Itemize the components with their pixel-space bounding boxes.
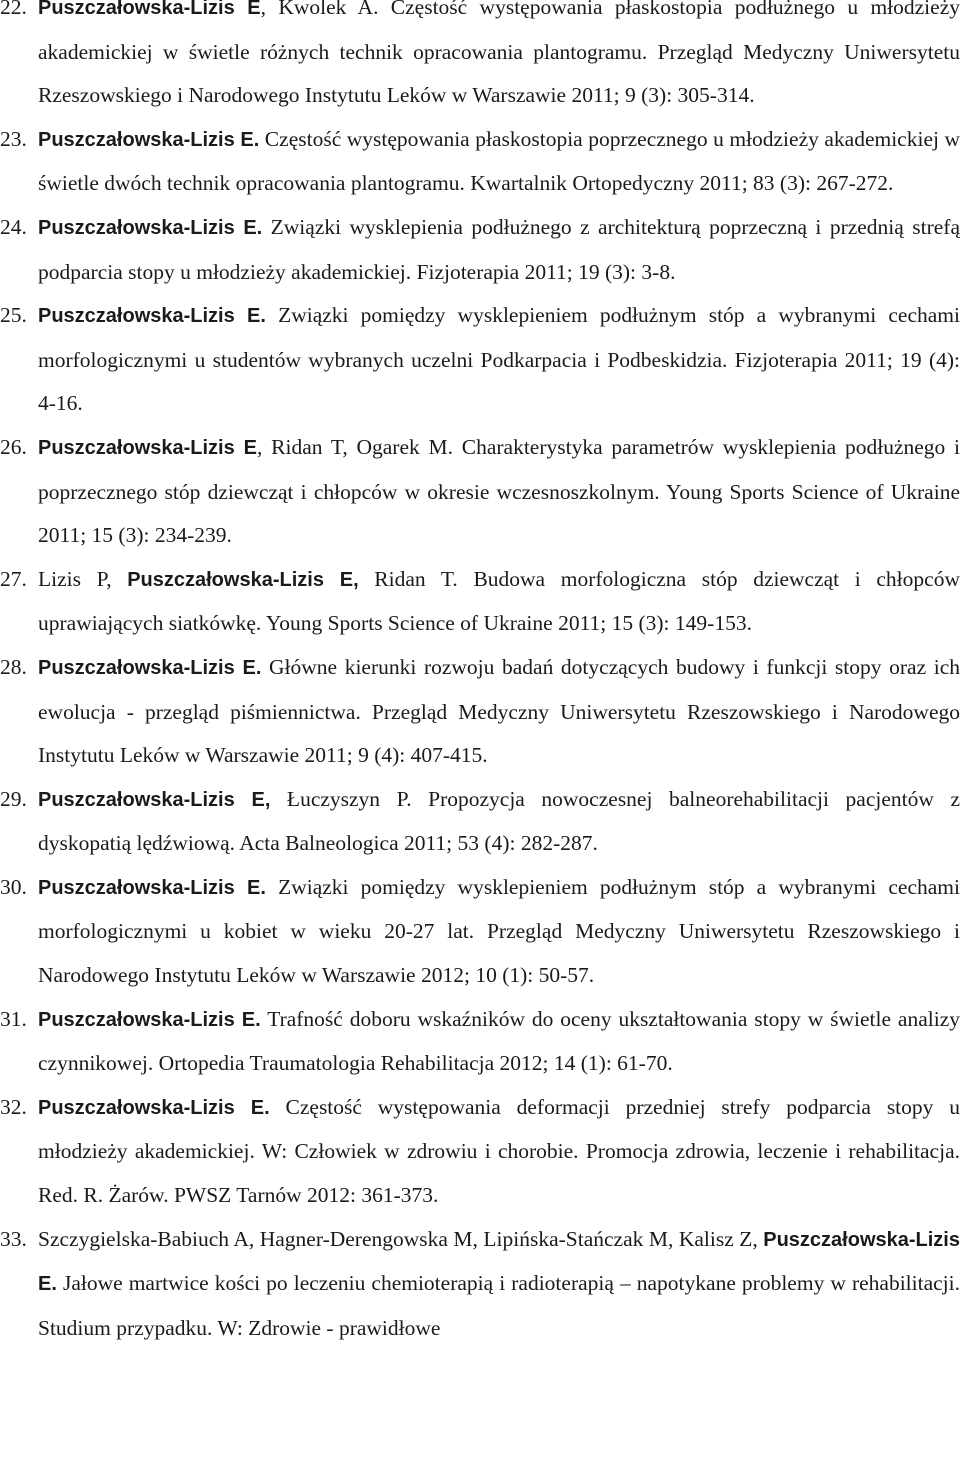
reference-author-bold: Puszczałowska-Lizis E.	[38, 1096, 270, 1119]
reference-item	[0, 778, 960, 866]
reference-item	[0, 558, 960, 646]
reference-number: 24.	[0, 214, 27, 239]
reference-text: Główne kierunki rozwoju badań dotyczących budowy i funkcji stopy oraz ich ewolucja - przegląd piśmiennictwa. Przegląd Medyczny Uniwersytetu Rzeszowskiego i Narodowego Instytutu Leków w Warszawie 2011; 9 (4): 407-415.	[38, 654, 960, 768]
reference-text: Częstość występowania deformacji przedniej strefy podparcia stopy u młodzieży akademickiej. W: Człowiek w zdrowiu i chorobie. Promocja zdrowia, leczenie i rehabilitacja. Red. R. Żarów. PWSZ Tarnów 2012: 361-373.	[38, 1094, 960, 1208]
reference-number: 32.	[0, 1094, 27, 1119]
reference-item	[0, 1218, 960, 1351]
reference-number: 31.	[0, 1006, 27, 1031]
reference-author-bold: Puszczałowska-Lizis E,	[38, 788, 271, 811]
reference-number: 29.	[0, 786, 27, 811]
reference-number: 23.	[0, 126, 27, 151]
reference-author-bold: Puszczałowska-Lizis E.	[38, 305, 266, 328]
reference-author-bold: Puszczałowska-Lizis E.	[38, 656, 262, 679]
reference-coauthors: Łuczyszyn P.	[270, 786, 412, 811]
reference-text: Trafność doboru wskaźników do oceny ukształtowania stopy w świetle analizy czynnikowej. Ortopedia Traumatologia Rehabilitacja 2012; 14 (1): 61-70.	[38, 1006, 960, 1076]
reference-author-bold: Puszczałowska-Lizis E.	[38, 128, 260, 151]
reference-item	[0, 206, 960, 294]
reference-author-bold: Puszczałowska-Lizis E.	[38, 1008, 261, 1031]
reference-text: Związki wysklepienia podłużnego z architekturą poprzeczną i przednią strefą podparcia stopy u młodzieży akademickiej. Fizjoterapia 2011; 19 (3): 3-8.	[38, 214, 960, 284]
reference-number: 33.	[0, 1226, 27, 1251]
reference-author-bold: Puszczałowska-Lizis E,	[127, 568, 359, 591]
reference-number: 30.	[0, 874, 27, 899]
reference-text: Związki pomiędzy wysklepieniem podłużnym stóp a wybranymi cechami morfologicznymi u studentów wybranych uczelni Podkarpacia i Podbeskidzia. Fizjoterapia 2011; 19 (4): 4-16.	[38, 303, 960, 416]
reference-item	[0, 1086, 960, 1218]
reference-item	[0, 866, 960, 998]
reference-number: 28.	[0, 654, 27, 679]
reference-item	[0, 0, 960, 118]
reference-author-bold: Puszczałowska-Lizis E.	[38, 1228, 960, 1296]
reference-author-bold: Puszczałowska-Lizis E	[38, 436, 258, 459]
reference-coauthors: , Ridan T, Ogarek M.	[257, 434, 453, 459]
reference-item	[0, 646, 960, 778]
reference-lead-authors: Lizis P,	[38, 566, 128, 591]
reference-number: 25.	[0, 303, 27, 328]
reference-coauthors: , Kwolek A.	[260, 0, 379, 19]
reference-text: Częstość występowania płaskostopia poprzecznego u młodzieży akademickiej w świetle dwóch technik opracowania plantogramu. Kwartalnik Ortopedyczny 2011; 83 (3): 267-272.	[38, 126, 960, 196]
reference-item	[0, 998, 960, 1086]
reference-lead-authors: Szczygielska-Babiuch A, Hagner-Derengowska M, Lipińska-Stańczak M, Kalisz Z,	[38, 1226, 764, 1251]
reference-author-bold: Puszczałowska-Lizis E.	[38, 216, 263, 239]
reference-text: Propozycja nowoczesnej balneorehabilitacji pacjentów z dyskopatią lędźwiową. Acta Balneologica 2011; 53 (4): 282-287.	[38, 786, 960, 856]
reference-text: Jałowe martwice kości po leczeniu chemioterapią i radioterapią – napotykane problemy w rehabilitacji. Studium przypadku. W: Zdrowie - prawidłowe	[38, 1271, 960, 1340]
reference-number: 26.	[0, 434, 27, 459]
reference-text: Charakterystyka parametrów wysklepienia podłużnego i poprzecznego stóp dziewcząt i chłopców w okresie wczesnoszkolnym. Young Sports Science of Ukraine 2011; 15 (3): 234-239.	[38, 434, 960, 548]
reference-coauthors: Ridan T.	[358, 566, 458, 591]
reference-text: Częstość występowania płaskostopia podłużnego u młodzieży akademickiej w świetle różnych technik opracowania plantogramu. Przegląd Medyczny Uniwersytetu Rzeszowskiego i Narodowego Instytutu Leków w Warszawie 2011; 9 (3): 305-314.	[38, 0, 960, 108]
reference-number: 27.	[0, 566, 27, 591]
reference-author-bold: Puszczałowska-Lizis E	[38, 0, 261, 19]
reference-author-bold: Puszczałowska-Lizis E.	[38, 876, 266, 899]
reference-item	[0, 118, 960, 206]
reference-item	[0, 426, 960, 558]
reference-number: 22.	[0, 0, 27, 19]
reference-text: Budowa morfologiczna stóp dziewcząt i chłopców uprawiających siatkówkę. Young Sports Science of Ukraine 2011; 15 (3): 149-153.	[38, 566, 960, 636]
reference-text: Związki pomiędzy wysklepieniem podłużnym stóp a wybranymi cechami morfologicznymi u kobiet w wieku 20-27 lat. Przegląd Medyczny Uniwersytetu Rzeszowskiego i Narodowego Instytutu Leków w Warszawie 2012; 10 (1): 50-57.	[38, 874, 960, 988]
reference-item	[0, 294, 960, 426]
